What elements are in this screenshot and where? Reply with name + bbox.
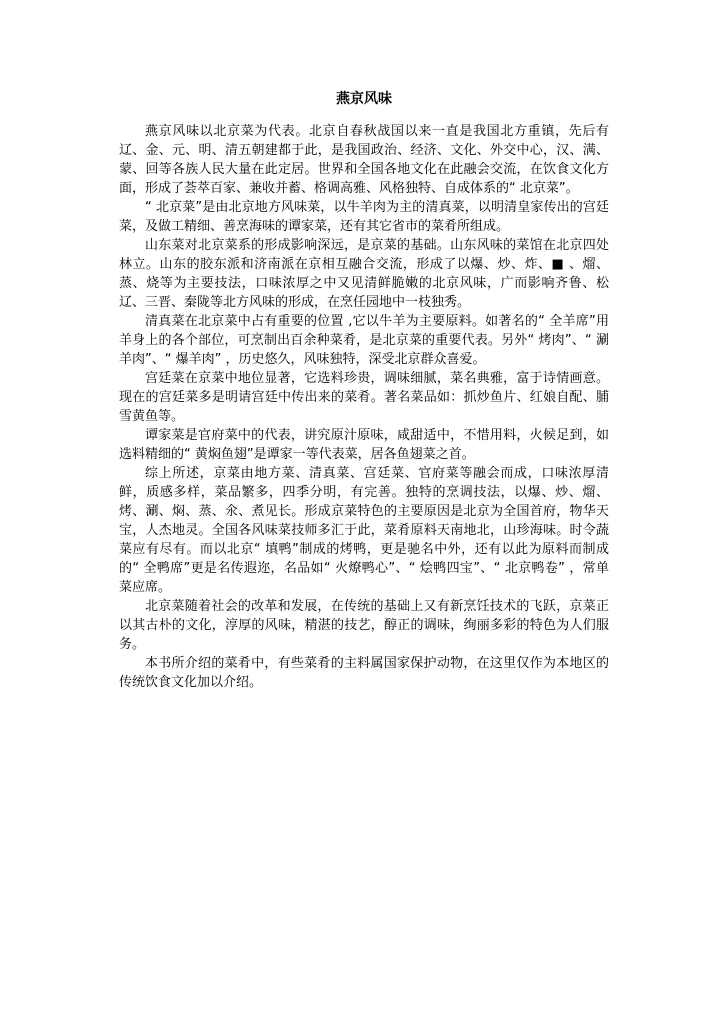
paragraph: 综上所述，京菜由地方菜、清真菜、宫廷菜、官府菜等融会而成，口味浓厚清鲜，质感多样，菜品繁多，四季分明，有完善。独特的烹调技法，以爆、炒、熘、烤、涮、焖、蒸、氽、煮见长。形成京菜特色的主要原因是北京为全国首府，物华天宝，人杰地灵。全国各风味菜技师多汇于此，菜肴原料天南地北，山珍海味。时令蔬菜应有尽有。而以北京“ 填鸭”制成的烤鸭，更是驰名中外，还有以此为原料而制成的“ 全鸭席”更是名传遐迩，名品如“ 火燎鸭心”、“ 烩鸭四宝”、“ 北京鸭卷” ，常单菜应席。	[119, 466, 609, 595]
paragraph: 谭家菜是官府菜中的代表，讲究原汁原味，咸甜适中，不惜用料，火候足到，如选料精细的“ 黄焖鱼翅”是谭家一等代表菜，居各鱼翅菜之首。	[119, 428, 609, 462]
paragraph: 燕京风味以北京菜为代表。北京自春秋战国以来一直是我国北方重镇，先后有辽、金、元、明、清五朝建都于此，是我国政治、经济、文化、外交中心，汉、满、蒙、回等各族人民大量在此定居。世界和全国各地文化在此融会交流，在饮食文化方面，形成了荟萃百家、兼收并蓄、格调高雅、风格独特、自成体系的“ 北京菜”。	[119, 124, 609, 196]
paragraph: 北京菜随着社会的改革和发展，在传统的基础上又有新烹饪技术的飞跃，京菜正以其古朴的文化，淳厚的风味，精湛的技艺，醇正的调味，绚丽多彩的特色为人们服务。	[119, 599, 609, 652]
paragraph: 宫廷菜在京菜中地位显著，它选料珍贵，调味细腻，菜名典雅，富于诗情画意。现在的宫廷菜多是明请宫廷中传出来的菜肴。著名菜品如：抓炒鱼片、红娘自配、脯雪黄鱼等。	[119, 371, 609, 424]
document-page	[119, 88, 609, 692]
paragraph: 本书所介绍的菜肴中，有些菜肴的主料属国家保护动物，在这里仅作为本地区的传统饮食文化加以介绍。	[119, 656, 609, 690]
document-title: 燕京风味	[336, 91, 392, 107]
paragraph: “ 北京菜”是由北京地方风味菜，以牛羊肉为主的清真菜，以明清皇家传出的宫廷菜，及做工精细、善烹海味的谭家菜，还有其它省市的菜肴所组成。	[119, 200, 609, 234]
paragraph: 山东菜对北京菜系的形成影响深远，是京菜的基础。山东风味的菜馆在北京四处林立。山东的胶东派和济南派在京相互融合交流，形成了以爆、炒、炸、■ 、熘、蒸、烧等为主要技法，口味浓厚之中又见清鲜脆嫩的北京风味，广而影响齐鲁、松辽、三晋、秦陇等北方风味的形成，在烹任园地中一枝独秀。	[119, 238, 609, 310]
paragraph: 清真菜在北京菜中占有重要的位置 ,它以牛羊为主要原料。如著名的“ 全羊席”用羊身上的各个部位，可烹制出百余种菜肴，是北京菜的重要代表。另外“ 烤肉”、“ 涮羊肉”、“ 爆羊肉” ，历史悠久，风味独特，深受北京群众喜爱。	[119, 314, 609, 367]
